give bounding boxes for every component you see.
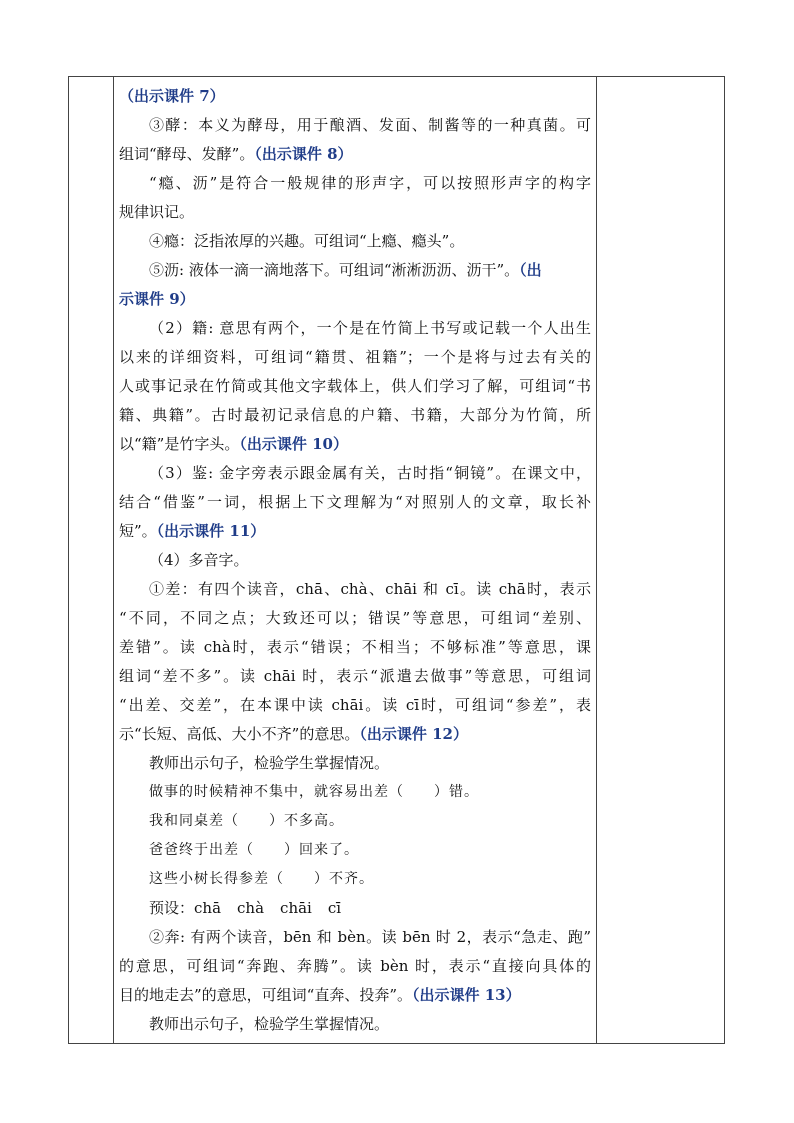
text-line: （3）鉴: 金字旁表示跟金属有关，古时指“铜镜”。在课文中， [149, 464, 591, 482]
example-sentence: 这些小树长得参差（ ）不齐。 [149, 871, 374, 887]
text-line: 组词“酵母、发酵”。（出示课件 8） [119, 145, 353, 163]
text-line [119, 285, 591, 314]
courseware-ref: （出示课件 11） [156, 522, 266, 540]
text-line: “出差、交差”，在本课中读 chāi。读 cī时，可组词“参差”，表 [119, 696, 591, 714]
courseware-ref: （出示课件 8） [254, 145, 353, 163]
text-line: 示“长短、高低、大小不齐”的意思。（出示课件 12） [119, 725, 468, 743]
text-line: 教师出示句子，检验学生掌握情况。 [149, 1015, 390, 1033]
text-line: ④瘾：泛指浓厚的兴趣。可组词“上瘾、瘾头”。 [149, 232, 465, 250]
text-line: （2）籍: 意思有两个，一个是在竹简上书写或记载一个人出生 [149, 319, 591, 337]
preset-answers: 预设：chā chà chāi cī [149, 899, 342, 917]
text-line: 规律识记。 [119, 203, 195, 221]
text-line: 籍、典籍”。古时最初记录信息的户籍、书籍，大部分为竹简，所 [119, 406, 591, 424]
text-line: 以来的详细资料，可组词“籍贯、祖籍”；一个是将与过去有关的 [119, 348, 591, 366]
text-line [119, 82, 591, 111]
courseware-ref: （出示课件 13） [412, 986, 521, 1004]
text-line: ②奔: 有两个读音，bēn 和 bèn。读 bēn 时 2，表示“急走、跑” [149, 928, 591, 946]
lesson-content [119, 82, 591, 1039]
text-line: 人或事记录在竹简或其他文字载体上，供人们学习了解，可组词“书 [119, 377, 591, 395]
text-line: 短”。（出示课件 11） [119, 522, 266, 540]
courseware-ref: 示课件 9） [119, 290, 195, 308]
example-sentence: 我和同桌差（ ）不多高。 [149, 813, 344, 829]
courseware-ref: （出示课件 12） [359, 725, 468, 743]
text-line: 目的地走去”的意思，可组词“直奔、投奔”。（出示课件 13） [119, 986, 521, 1004]
courseware-ref: （出示课件 10） [239, 435, 348, 453]
text-line: 结合“借鉴”一词，根据上下文理解为“对照别人的文章，取长补 [119, 493, 591, 511]
text-line: 组词“差不多”。读 chāi 时，表示“派遣去做事”等意思，可组词 [119, 667, 591, 685]
text-line: ③酵：本义为酵母，用于酿酒、发面、制酱等的一种真菌。可 [149, 116, 591, 134]
text-line: ①差：有四个读音，chā、chà、chāi 和 cī。读 chā时，表示 [149, 580, 591, 598]
example-sentence: 做事的时候精神不集中，就容易出差（ ）错。 [149, 784, 479, 800]
courseware-ref: （出示课件 7） [119, 87, 225, 105]
text-line: “不同，不同之点；大致还可以；错误”等意思，可组词“差别、 [119, 609, 591, 627]
text-line: ⑤沥: 液体一滴一滴地落下。可组词“淅淅沥沥、沥干”。（出 [149, 261, 542, 279]
table-divider-right [596, 77, 597, 1043]
text-line: “瘾、沥”是符合一般规律的形声字，可以按照形声字的构字 [149, 174, 591, 192]
table-divider-left [113, 77, 114, 1043]
text-line: 以“籍”是竹字头。（出示课件 10） [119, 435, 348, 453]
lesson-table [68, 76, 725, 1044]
text-line: 差错”。读 chà时，表示“错误；不相当；不够标准”等意思，课 [119, 638, 591, 656]
example-sentence: 爸爸终于出差（ ）回来了。 [149, 842, 359, 858]
courseware-ref: （出 [519, 261, 542, 279]
text-line: 的意思，可组词“奔跑、奔腾”。读 bèn 时，表示“直接向具体的 [119, 957, 591, 975]
text-line: 教师出示句子，检验学生掌握情况。 [149, 754, 390, 772]
text-line: （4）多音字。 [149, 551, 249, 569]
